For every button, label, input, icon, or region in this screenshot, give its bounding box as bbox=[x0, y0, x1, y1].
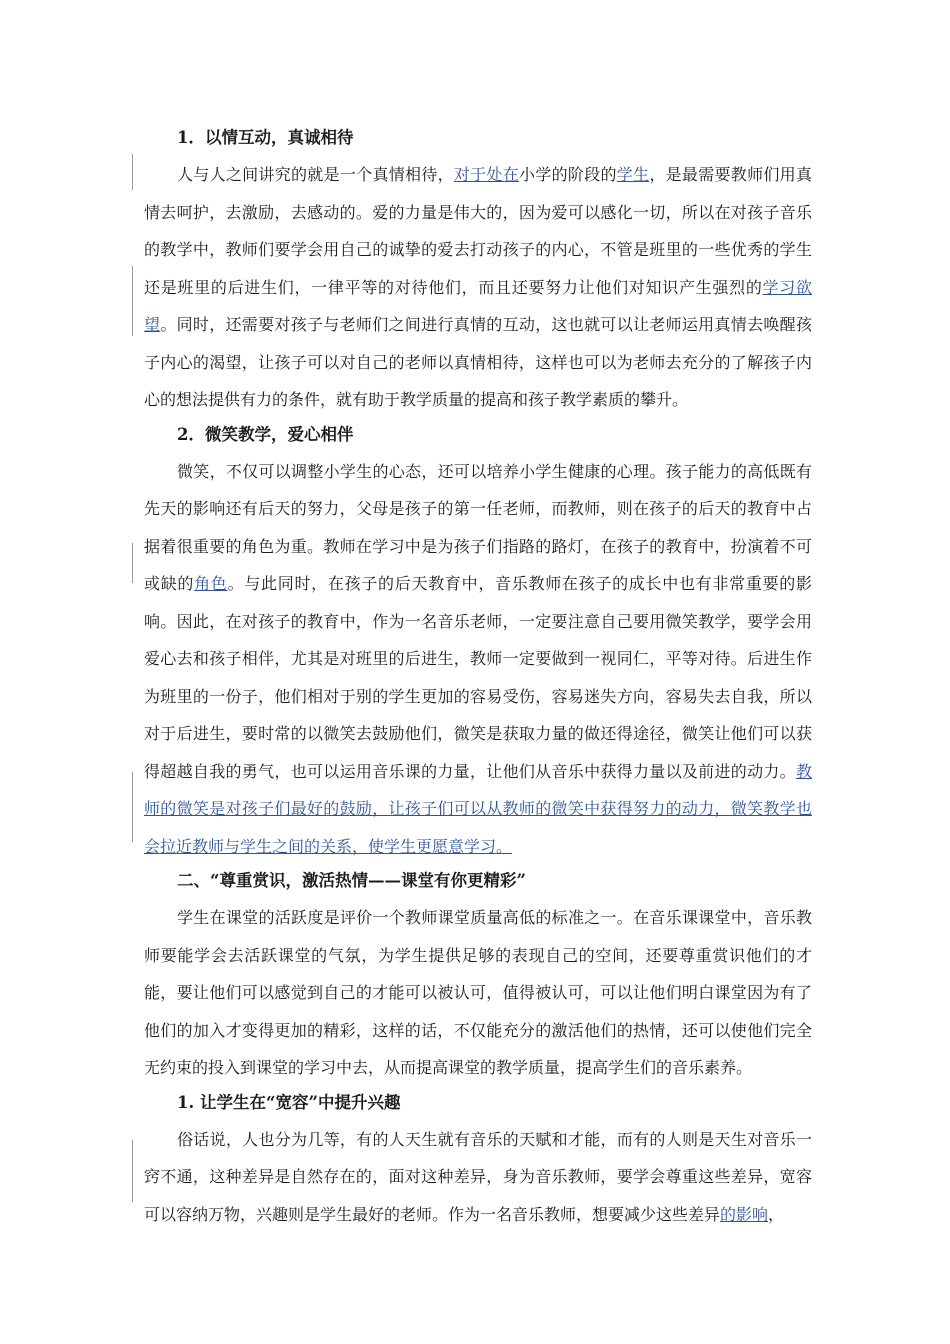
hyperlink[interactable]: 教师的微笑是对孩子们最好的鼓励，让孩子们可以从教师的微笑中获得努力的动力，微笑教学也会拉近教师与学生之间的关系，使学生更愿意学习。 bbox=[144, 761, 812, 856]
revision-marker bbox=[132, 772, 133, 842]
section-heading: 1. 让学生在“宽容”中提升兴趣 bbox=[177, 1092, 401, 1112]
hyperlink[interactable]: 的影响 bbox=[720, 1204, 769, 1224]
text-run: 。与此同时，在孩子的后天教育中，音乐教师在孩子的成长中也有非常重要的影响。因此，在对孩子的教育中，作为一名音乐老师，一定要注意自己要用微笑教学，要学会用爱心去和孩子相伴，尤其是对班里的后进生，教师一定要做到一视同仁，平等对待。后进生作为班里的一份子，他们相对于别的学生更加的容易受伤，容易迷失方向，容易失去自我，所以对于后进生，要时常的以微笑去鼓励他们，微笑是获取力量的做还得途径，微笑让他们可以获得超越自我的勇气，也可以运用音乐课的力量，让他们从音乐中获得力量以及前进的动力。 bbox=[144, 574, 812, 781]
hyperlink[interactable]: 角色 bbox=[194, 574, 228, 593]
text-run: 人与人之间讲究的就是一个真情相待， bbox=[177, 165, 454, 184]
text-run: ，是最需要教师们用真情去呵护，去激励，去感动的。爱的力量是伟大的，因为爱可以感化一切，所以在对孩子音乐的教学中，教师们要学会用自己的诚挚的爱去打动孩子的内心，不管是班里的一些优秀的学生还是班里的后进生们，一律平等的对待他们，而且还要努力让他们对知识产生强烈的 bbox=[144, 165, 812, 297]
document-body bbox=[144, 124, 812, 1233]
paragraph bbox=[144, 156, 812, 419]
revision-marker bbox=[132, 266, 133, 336]
paragraph bbox=[144, 899, 812, 1087]
revision-marker bbox=[132, 543, 133, 583]
text-run: 小学的阶段的 bbox=[519, 165, 617, 184]
hyperlink[interactable]: 学习欲望 bbox=[144, 277, 812, 334]
section-heading: 2．微笑教学，爱心相伴 bbox=[177, 424, 354, 444]
text-run: 俗话说，人也分为几等，有的人天生就有音乐的天赋和才能，而有的人则是天生对音乐一窍不通，这种差异是自然存在的，面对这种差异，身为音乐教师，要学会尊重这些差异，宽容可以容纳万物，兴趣则是学生最好的老师。作为一名音乐教师，想要减少这些差异 bbox=[144, 1129, 812, 1224]
section-heading: 二、“尊重赏识，激活热情——课堂有你更精彩” bbox=[177, 871, 526, 890]
revision-marker bbox=[132, 154, 133, 190]
section-heading: 1．以情互动，真诚相待 bbox=[177, 128, 354, 147]
paragraph bbox=[144, 453, 812, 866]
text-run: ， bbox=[768, 1204, 785, 1224]
hyperlink[interactable]: 学生 bbox=[616, 165, 650, 184]
revision-marker bbox=[132, 1140, 133, 1202]
text-run: 微笑，不仅可以调整小学生的心态，还可以培养小学生健康的心理。孩子能力的高低既有先天的影响还有后天的努力，父母是孩子的第一任老师，而教师，则在孩子的后天的教育中占据着很重要的角色为重。教师在学习中是为孩子们指路的路灯，在孩子的教育中，扮演着不可或缺的 bbox=[144, 461, 812, 593]
paragraph bbox=[144, 1121, 812, 1234]
hyperlink[interactable]: 对于处在 bbox=[453, 165, 520, 184]
text-run: 学生在课堂的活跃度是评价一个教师课堂质量高低的标准之一。在音乐课课堂中，音乐教师要能学会去活跃课堂的气氛，为学生提供足够的表现自己的空间，还要尊重赏识他们的才能，要让他们可以感觉到自己的才能可以被认可，值得被认可，可以让他们明白课堂因为有了他们的加入才变得更加的精彩，这样的话，不仅能充分的激活他们的热情，还可以使他们完全无约束的投入到课堂的学习中去，从而提高课堂的教学质量，提高学生们的音乐素养。 bbox=[144, 908, 812, 1077]
text-run: 。同时，还需要对孩子与老师们之间进行真情的互动，这也就可以让老师运用真情去唤醒孩子内心的渴望，让孩子可以对自己的老师以真情相待，这样也可以为老师去充分的了解孩子内心的想法提供有力的条件，就有助于教学质量的提高和孩子教学素质的攀升。 bbox=[144, 315, 812, 409]
